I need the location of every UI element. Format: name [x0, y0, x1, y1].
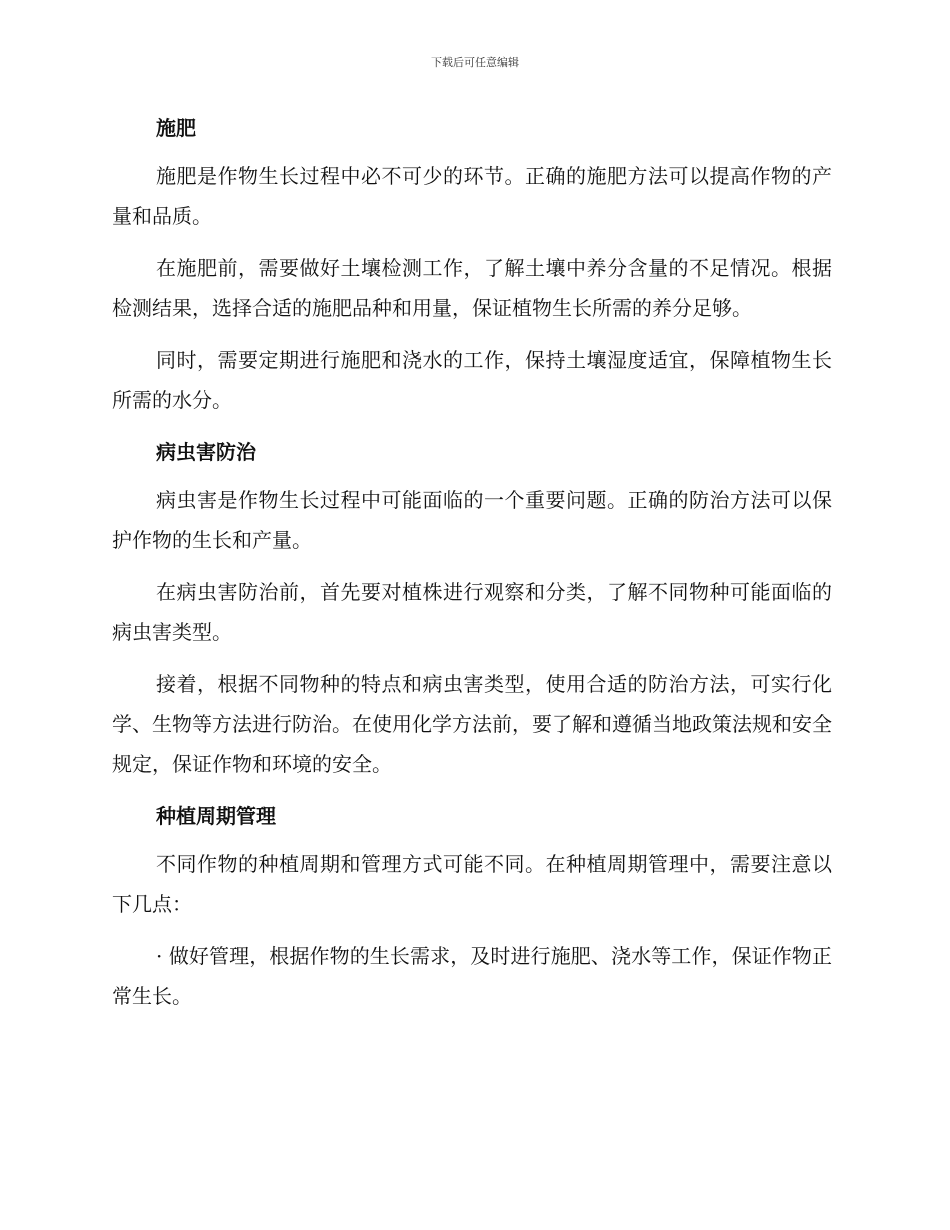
paragraph: 在施肥前，需要做好土壤检测工作，了解土壤中养分含量的不足情况。根据检测结果，选择合适的施肥品种和用量，保证植物生长所需的养分足够。 [112, 256, 832, 320]
paragraph: 同时，需要定期进行施肥和浇水的工作，保持土壤湿度适宜，保障植物生长所需的水分。 [112, 348, 832, 412]
section-heading-fertilizing: 施肥 [156, 116, 196, 140]
paragraph: 病虫害是作物生长过程中可能面临的一个重要问题。正确的防治方法可以保护作物的生长和产量。 [112, 488, 832, 552]
paragraph: 在病虫害防治前，首先要对植株进行观察和分类，了解不同物种可能面临的病虫害类型。 [112, 580, 832, 644]
paragraph: 施肥是作物生长过程中必不可少的环节。正确的施肥方法可以提高作物的产量和品质。 [112, 164, 832, 228]
section-heading-cycle-management: 种植周期管理 [156, 804, 276, 828]
document-body [112, 108, 832, 1028]
bullet-paragraph: · 做好管理，根据作物的生长需求，及时进行施肥、浇水等工作，保证作物正常生长。 [112, 944, 832, 1008]
page-header-note: 下载后可任意编辑 [431, 56, 519, 69]
paragraph: 接着，根据不同物种的特点和病虫害类型，使用合适的防治方法，可实行化学、生物等方法进行防治。在使用化学方法前，要了解和遵循当地政策法规和安全规定，保证作物和环境的安全。 [112, 672, 832, 776]
section-heading-pest-control: 病虫害防治 [156, 440, 256, 464]
paragraph: 不同作物的种植周期和管理方式可能不同。在种植周期管理中，需要注意以下几点： [112, 852, 832, 916]
